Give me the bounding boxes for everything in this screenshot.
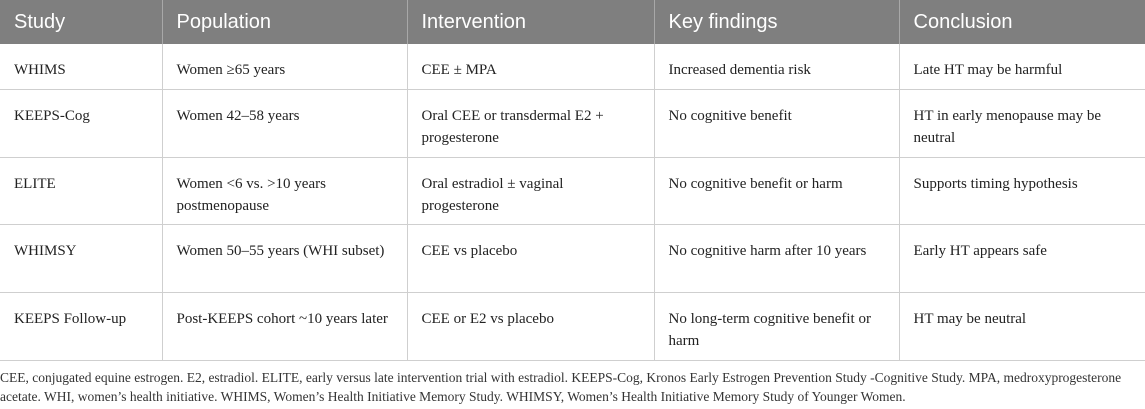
cell-population: Women <6 vs. >10 years postmenopause: [162, 157, 407, 224]
table-row: [0, 44, 1145, 89]
cell-conclusion: HT in early menopause may be neutral: [899, 89, 1145, 157]
cell-key-findings: No long-term cognitive benefit or harm: [654, 292, 899, 360]
cell-conclusion: Late HT may be harmful: [899, 44, 1145, 89]
table-header-row: [0, 0, 1145, 44]
cell-conclusion: Supports timing hypothesis: [899, 157, 1145, 224]
cell-population: Post-KEEPS cohort ~10 years later: [162, 292, 407, 360]
cell-key-findings: No cognitive harm after 10 years: [654, 224, 899, 292]
cell-study: KEEPS Follow-up: [0, 292, 162, 360]
header-conclusion: Conclusion: [899, 0, 1145, 44]
cell-intervention: CEE or E2 vs placebo: [407, 292, 654, 360]
header-intervention: Intervention: [407, 0, 654, 44]
table-footnote: CEE, conjugated equine estrogen. E2, estradiol. ELITE, early versus late intervention trial with estradiol. KEEPS-Cog, Kronos Early Estrogen Prevention Study -Cognitive Study. MPA, medroxyprogesterone acetate. WHI, women’s health initiative. WHIMS, Women’s Health Initiative Memory Study. WHIMSY, Women’s Health Initiative Memory Study of Younger Women.: [0, 370, 1122, 404]
cell-key-findings: No cognitive benefit or harm: [654, 157, 899, 224]
cell-conclusion: Early HT appears safe: [899, 224, 1145, 292]
header-population: Population: [162, 0, 407, 44]
cell-intervention: CEE vs placebo: [407, 224, 654, 292]
header-key-findings: Key findings: [654, 0, 899, 44]
cell-intervention: CEE ± MPA: [407, 44, 654, 89]
table-row: [0, 292, 1145, 360]
cell-conclusion: HT may be neutral: [899, 292, 1145, 360]
cell-population: Women 50–55 years (WHI subset): [162, 224, 407, 292]
cell-study: WHIMS: [0, 44, 162, 89]
cell-population: Women ≥65 years: [162, 44, 407, 89]
cell-key-findings: No cognitive benefit: [654, 89, 899, 157]
cell-study: KEEPS-Cog: [0, 89, 162, 157]
cell-intervention: Oral estradiol ± vaginal progesterone: [407, 157, 654, 224]
cell-population: Women 42–58 years: [162, 89, 407, 157]
cell-study: WHIMSY: [0, 224, 162, 292]
cell-study: ELITE: [0, 157, 162, 224]
table-row: [0, 157, 1145, 224]
table-row: [0, 224, 1145, 292]
table-row: [0, 89, 1145, 157]
cell-key-findings: Increased dementia risk: [654, 44, 899, 89]
cell-intervention: Oral CEE or transdermal E2 + progesterone: [407, 89, 654, 157]
header-study: Study: [0, 0, 162, 44]
